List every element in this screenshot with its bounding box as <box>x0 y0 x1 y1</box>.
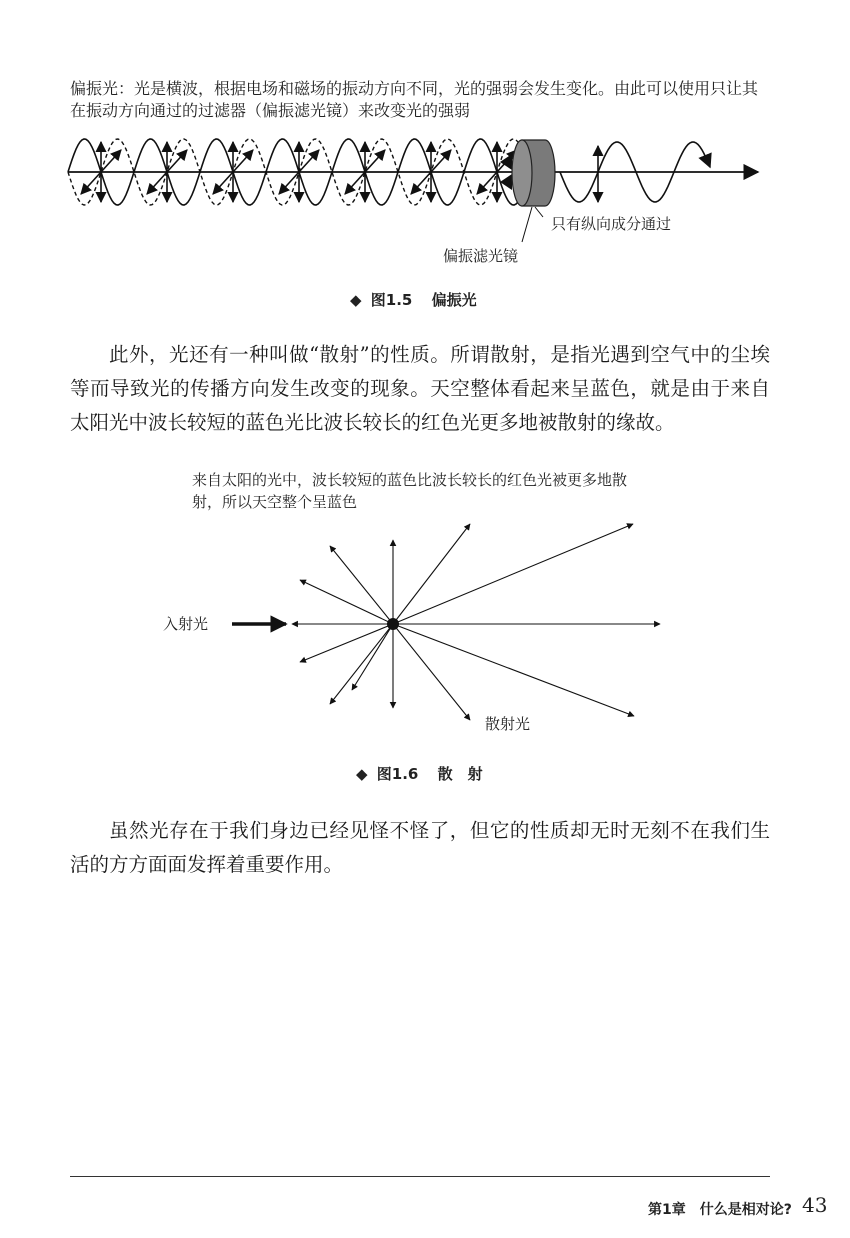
body-paragraph-2: 虽然光存在于我们身边已经见怪不怪了，但它的性质却无时无刻不在我们生活的方方面面发挥着重要作用。 <box>70 819 770 876</box>
caption-diamond-icon: ◆ <box>350 291 362 309</box>
label-polarizing-filter: 偏振滤光镜 <box>443 247 519 265</box>
leader-line-filter <box>522 207 532 242</box>
polarizing-filter-face <box>512 140 532 206</box>
body-paragraph-1: 此外，光还有一种叫做“散射”的性质。所谓散射，是指光遇到空气中的尘埃等而导致光的传播方向发生改变的现象。天空整体看起来呈蓝色，就是由于来自太阳光中波长较短的蓝色光比波长较长的红色光更多地被散射的缘故。 <box>70 343 770 434</box>
scattered-ray <box>330 546 393 624</box>
polarization-diagram <box>60 132 850 242</box>
label-incident-light: 入射光 <box>163 615 209 633</box>
caption-number: 图1.6 <box>376 765 419 783</box>
scattered-ray <box>300 624 393 662</box>
page-number: 43 <box>802 1193 828 1217</box>
scattered-ray <box>393 624 634 716</box>
scattering-diagram <box>0 508 850 738</box>
figure-1-6-caption <box>356 763 483 784</box>
scattered-ray <box>393 524 470 624</box>
figure-1-5-caption <box>350 289 477 310</box>
figure-1-6-description: 来自太阳的光中，波长较短的蓝色比波长较长的红色光被更多地散射，所以天空整个呈蓝色 <box>192 471 628 511</box>
leader-line-pass <box>535 207 543 217</box>
label-vertical-pass: 只有纵向成分通过 <box>551 215 672 233</box>
caption-diamond-icon: ◆ <box>356 765 368 783</box>
scattered-ray <box>300 580 393 624</box>
caption-number: 图1.5 <box>370 291 413 309</box>
scattered-ray <box>393 524 633 624</box>
figure-1-5-description: 偏振光：光是横波，根据电场和磁场的振动方向不同，光的强弱会发生变化。由此可以使用只让其在振动方向通过的过滤器（偏振滤光镜）来改变光的强弱 <box>70 79 759 120</box>
scattered-ray <box>330 624 393 704</box>
scattering-particle <box>387 618 399 630</box>
scattered-ray <box>352 624 393 690</box>
caption-title: 散 射 <box>437 765 483 783</box>
footer-chapter-title: 第1章 什么是相对论? <box>648 1202 792 1218</box>
footer-rule <box>70 1176 770 1177</box>
label-scattered-light: 散射光 <box>485 715 531 733</box>
caption-title: 偏振光 <box>431 291 477 309</box>
